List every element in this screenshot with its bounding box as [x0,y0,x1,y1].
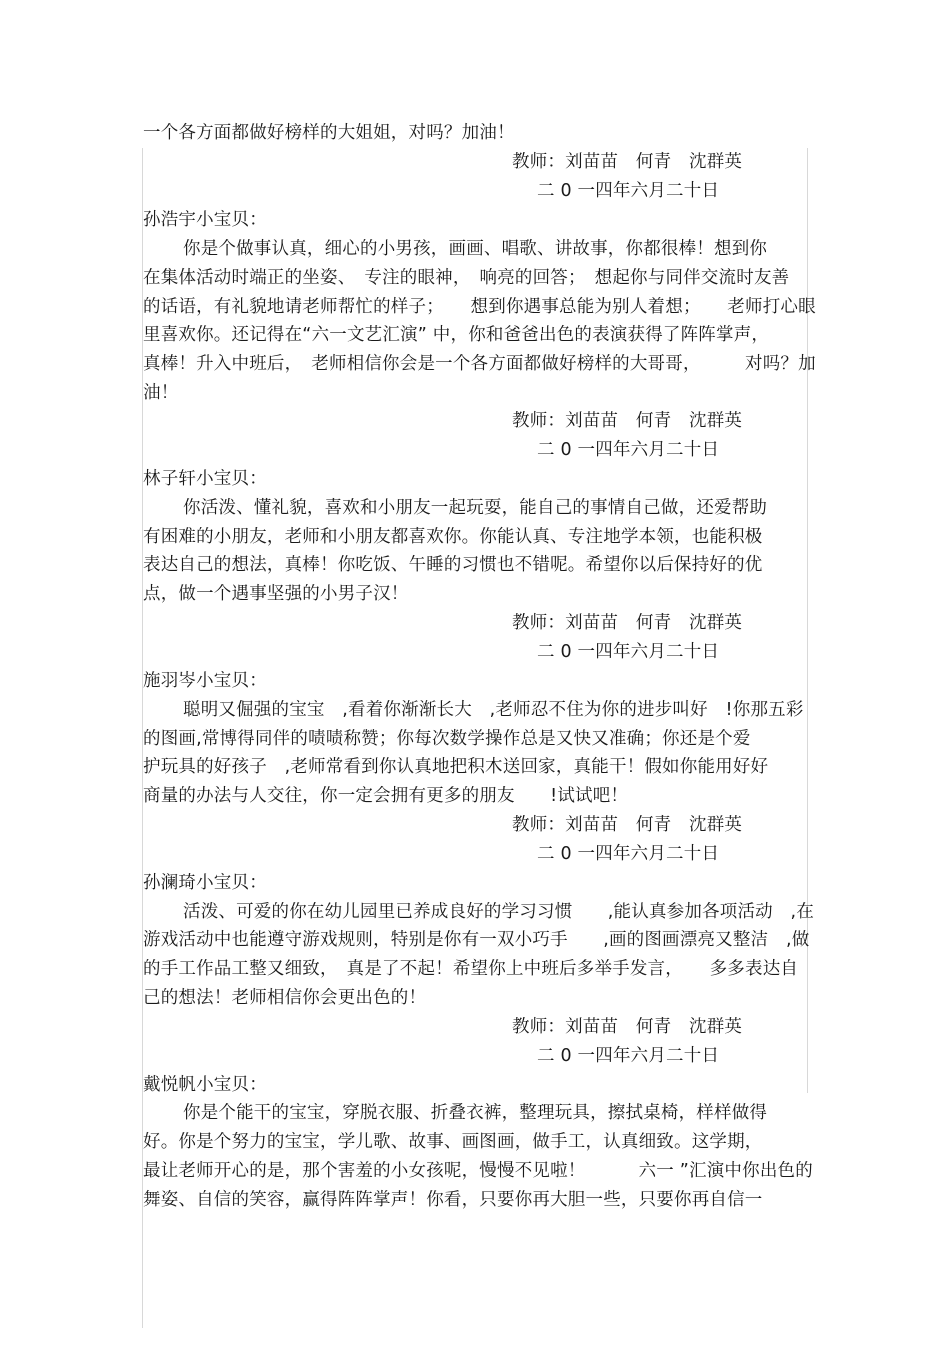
comment-line: 点，做一个遇事坚强的小男子汉！ [143,584,409,604]
comment-line: 你是个能干的宝宝，穿脱衣服、折叠衣裤，整理玩具，擦拭桌椅，样样做得 [183,1103,768,1123]
comment-line: 舞姿、自信的笑容，赢得阵阵掌声！你看，只要你再大胆一些，只要你再自信一 [143,1190,763,1210]
signature-teachers: 教师：刘苗苗 何青 沈群英 [512,152,743,172]
comment-line: 商量的办法与人交往，你一定会拥有更多的朋友 !试试吧！ [143,786,629,806]
comment-line: 你活泼、懂礼貌，喜欢和小朋友一起玩耍，能自己的事情自己做，还爱帮助 [183,498,768,518]
comment-line: 最让老师开心的是，那个害羞的小女孩呢，慢慢不见啦！ 六一 ”汇演中你出色的 [143,1161,813,1181]
comment-line: 表达自己的想法，真棒！你吃饭、午睡的习惯也不错呢。希望你以后保持好的优 [143,555,763,575]
signature-date: 二 0 一四年六月二十日 [537,181,720,201]
student-heading: 施羽岑小宝贝： [143,671,267,691]
comment-line: 的手工作品工整又细致， 真是了不起！希望你上中班后多举手发言， 多多表达自 [143,959,799,979]
signature-date: 二 0 一四年六月二十日 [537,1046,720,1066]
comment-line: 油！ [143,383,179,403]
comment-line: 好。你是个努力的宝宝，学儿歌、故事、画图画，做手工，认真细致。这学期， [143,1132,763,1152]
signature-teachers: 教师：刘苗苗 何青 沈群英 [512,411,743,431]
comment-line: 游戏活动中也能遵守游戏规则，特别是你有一双小巧手 ,画的图画漂亮又整洁 ,做 [143,930,810,950]
student-heading: 孙浩宇小宝贝： [143,210,267,230]
student-heading: 林子轩小宝贝： [143,469,267,489]
comment-line: 有困难的小朋友，老师和小朋友都喜欢你。你能认真、专注地学本领，也能积极 [143,527,763,547]
signature-date: 二 0 一四年六月二十日 [537,844,720,864]
signature-teachers: 教师：刘苗苗 何青 沈群英 [512,613,743,633]
comment-line: 在集体活动时端正的坐姿、 专注的眼神， 响亮的回答； 想起你与同伴交流时友善 [143,268,790,288]
comment-line: 己的想法！老师相信你会更出色的！ [143,988,427,1008]
signature-teachers: 教师：刘苗苗 何青 沈群英 [512,1017,743,1037]
comment-line: 聪明又倔强的宝宝 ,看着你渐渐长大 ,老师忍不住为你的进步叫好 !你那五彩 [183,700,804,720]
comment-line: 护玩具的好孩子 ,老师常看到你认真地把积木送回家，真能干！假如你能用好好 [143,757,769,777]
signature-date: 二 0 一四年六月二十日 [537,642,720,662]
student-heading: 戴悦帆小宝贝： [143,1075,267,1095]
comment-line: 的话语，有礼貌地请老师帮忙的样子； 想到你遇事总能为别人着想； 老师打心眼 [143,297,816,317]
comment-line: 真棒！升入中班后， 老师相信你会是一个各方面都做好榜样的大哥哥， 对吗？加 [143,354,816,374]
comment-line: 活泼、可爱的你在幼儿园里已养成良好的学习习惯 ,能认真参加各项活动 ,在 [183,902,815,922]
signature-date: 二 0 一四年六月二十日 [537,440,720,460]
comment-line: 你是个做事认真，细心的小男孩，画画、唱歌、讲故事，你都很棒！想到你 [183,239,768,259]
comment-line: 的图画,常博得同伴的啧啧称赞；你每次数学操作总是又快又准确；你还是个爱 [143,729,751,749]
student-heading: 孙澜琦小宝贝： [143,873,267,893]
signature-teachers: 教师：刘苗苗 何青 沈群英 [512,815,743,835]
opening-line: 一个各方面都做好榜样的大姐姐，对吗？加油！ [143,123,515,143]
comment-line: 里喜欢你。还记得在“六一文艺汇演” 中，你和爸爸出色的表演获得了阵阵掌声， [143,325,770,345]
